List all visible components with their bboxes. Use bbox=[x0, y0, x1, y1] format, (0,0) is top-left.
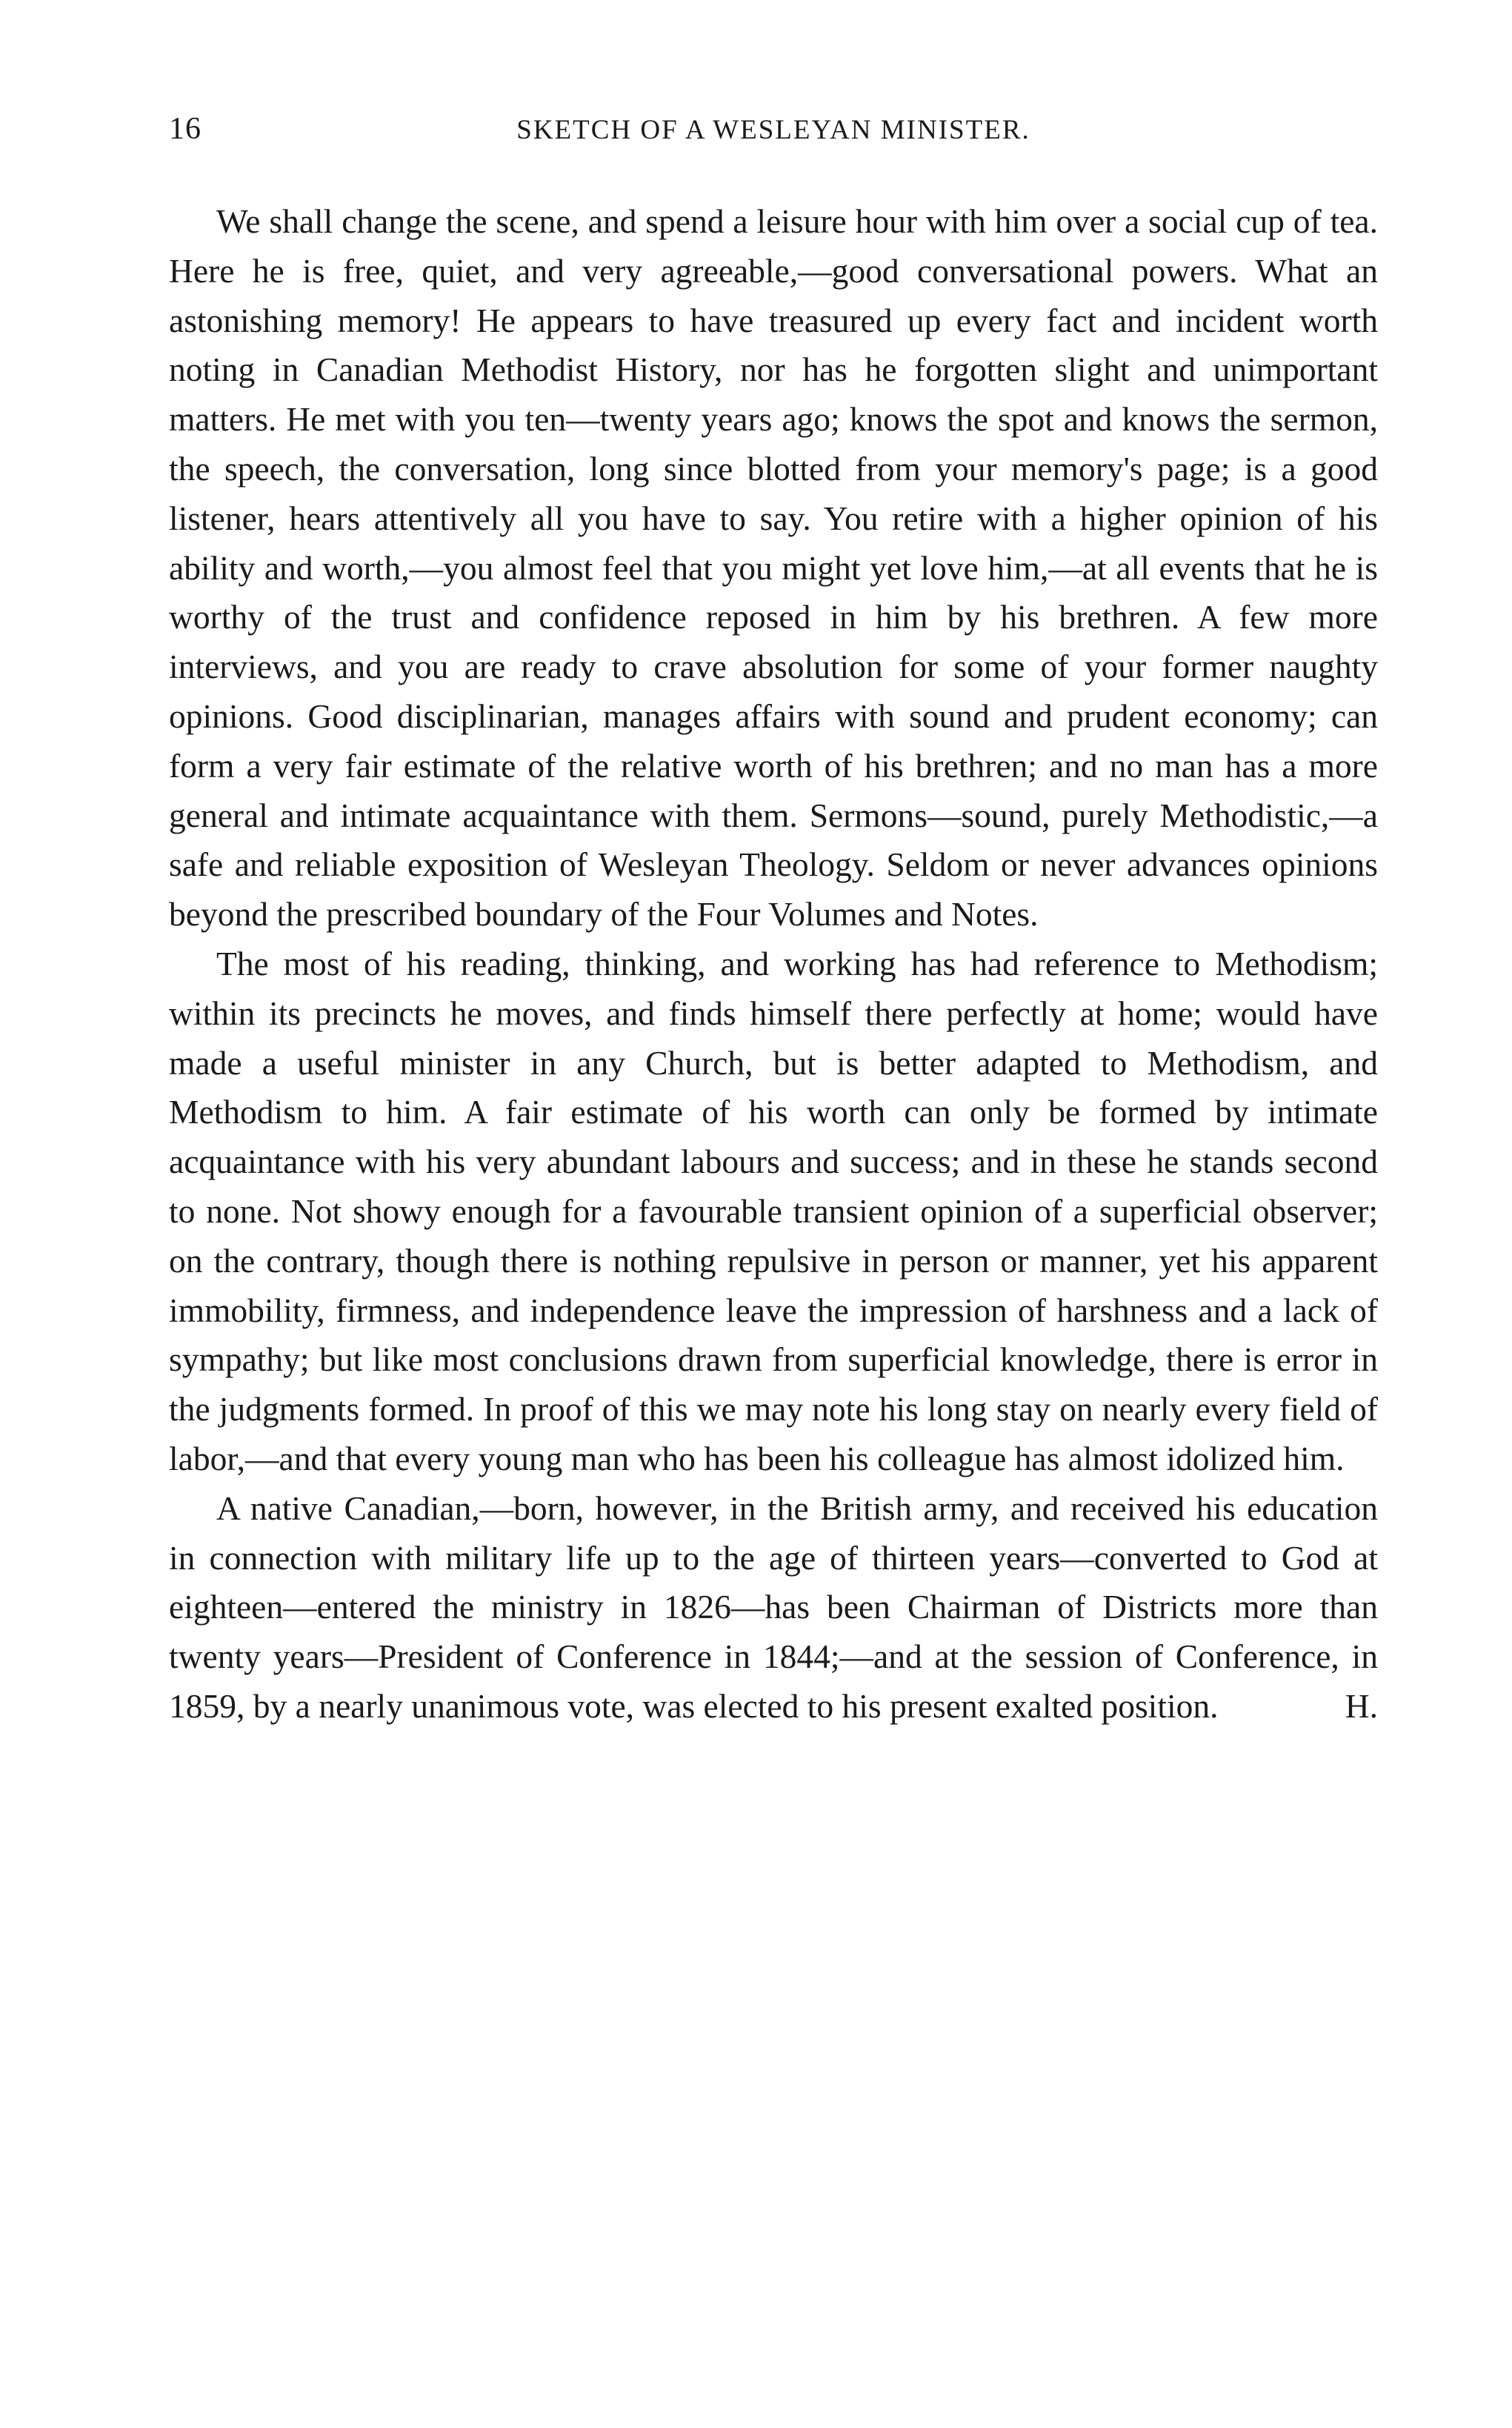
page-number: 16 bbox=[169, 112, 202, 146]
running-head bbox=[169, 111, 1378, 170]
paragraph-1: We shall change the scene, and spend a leisure hour with him over a social cup of tea. Here he is free, quiet, and very agreeable,—good conversational powers. What an astonishing memory! He appears to have treasured up every fact and incident worth noting in Canadian Methodist History, nor has he forgotten slight and unimportant matters. He met with you ten—twenty years ago; knows the spot and knows the sermon, the speech, the conversation, long since blotted from your memory's page; is a good listener, hears attentively all you have to say. You retire with a higher opinion of his ability and worth,—you almost feel that you might yet love him,—at all events that he is worthy of the trust and confidence reposed in him by his brethren. A few more interviews, and you are ready to crave absolution for some of your former naughty opinions. Good disciplinarian, manages affairs with sound and prudent economy; can form a very fair estimate of the relative worth of his brethren; and no man has a more general and intimate acquaintance with them. Sermons—sound, purely Methodistic,—a safe and reliable exposition of Wesleyan Theology. Seldom or never advances opinions beyond the prescribed boundary of the Four Volumes and Notes. bbox=[169, 202, 1378, 934]
body-text bbox=[169, 197, 1378, 1732]
paragraph-3-text: A native Canadian,—born, however, in the British army, and received his education in connection with military life up to the age of thirteen years—converted to God at eighteen—entered the ministry in 1826—has been Chairman of Districts more than twenty years—President of Conference in 1844;—and at the session of Conference, in 1859, by a nearly unanimous vote, was elected to his present exalted position. bbox=[169, 1489, 1378, 1725]
running-title: SKETCH OF A WESLEYAN MINISTER. bbox=[516, 115, 1030, 145]
author-signature: H. bbox=[1345, 1686, 1378, 1725]
book-page bbox=[169, 111, 1378, 1732]
paragraph-2: The most of his reading, thinking, and working has had reference to Methodism; within its precincts he moves, and finds himself there perfectly at home; would have made a useful minister in any Church, but is better adapted to Methodism, and Methodism to him. A fair estimate of his worth can only be formed by intimate acquaintance with his very abundant labours and success; and in these he stands second to none. Not showy enough for a favourable transient opinion of a superficial observer; on the contrary, though there is nothing repulsive in person or manner, yet his apparent immobility, firmness, and independence leave the impression of harshness and a lack of sympathy; but like most conclusions drawn from superficial knowledge, there is error in the judgments formed. In proof of this we may note his long stay on nearly every field of labor,—and that every young man who has been his colleague has almost idolized him. bbox=[169, 944, 1378, 1477]
paragraph-3 bbox=[169, 1484, 1378, 1732]
